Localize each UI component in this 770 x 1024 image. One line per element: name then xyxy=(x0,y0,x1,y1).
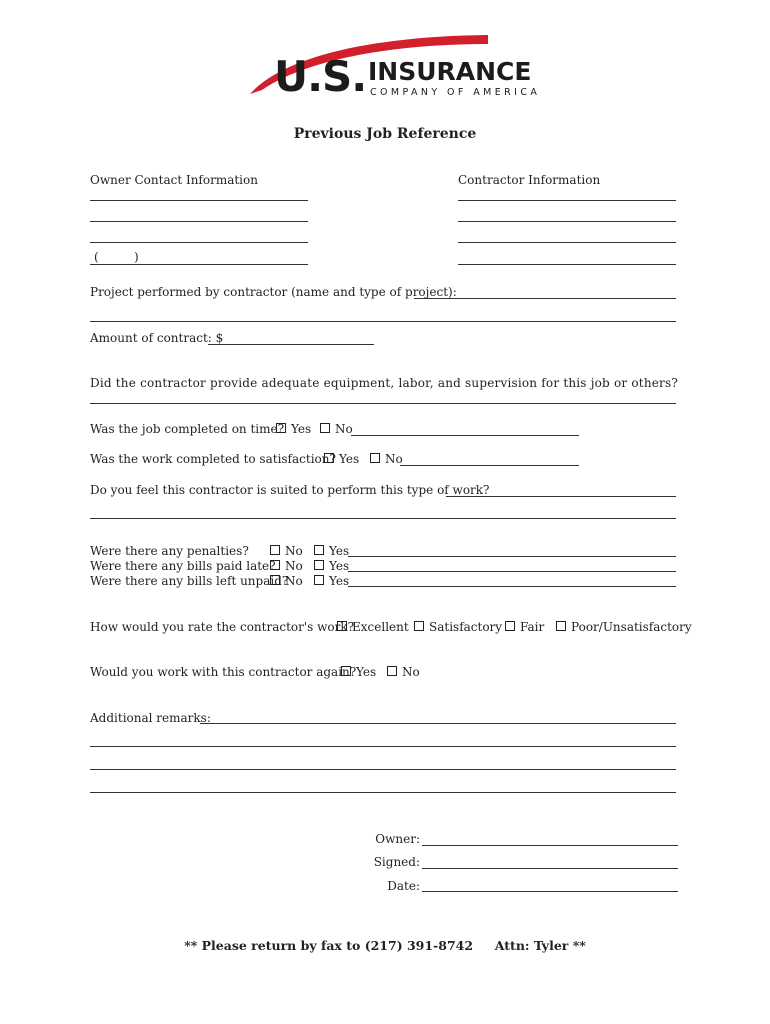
owner-sign-label: Owner: xyxy=(375,832,420,846)
owner-line-2[interactable] xyxy=(90,221,308,222)
suited-line-1[interactable] xyxy=(446,496,676,497)
satisfaction-no-label: No xyxy=(385,452,403,466)
remarks-line-1[interactable] xyxy=(200,723,676,724)
paid-late-line[interactable] xyxy=(348,571,676,572)
checkbox-icon xyxy=(314,560,324,570)
owner-contact-heading: Owner Contact Information xyxy=(90,173,258,187)
checkbox-icon xyxy=(337,621,347,631)
rating-fair[interactable] xyxy=(505,620,544,634)
checkbox-icon xyxy=(556,621,566,631)
project-label: Project performed by contractor (name and type of project): xyxy=(90,285,457,299)
satisfaction-yes[interactable] xyxy=(324,452,359,466)
again-yes-label: Yes xyxy=(356,665,377,679)
owner-line-1[interactable] xyxy=(90,200,308,201)
checkbox-icon xyxy=(276,423,286,433)
left-unpaid-yes-label: Yes xyxy=(329,574,350,588)
checkbox-icon xyxy=(270,560,280,570)
satisfaction-yes-label: Yes xyxy=(339,452,360,466)
owner-phone-line[interactable] xyxy=(90,264,308,265)
rating-satisfactory-label: Satisfactory xyxy=(429,620,503,634)
checkbox-icon xyxy=(270,575,280,585)
owner-phone-close: ) xyxy=(134,250,139,264)
rating-label: How would you rate the contractor's work? xyxy=(90,620,355,634)
rating-fair-label: Fair xyxy=(520,620,545,634)
paid-late-no-label: No xyxy=(285,559,303,573)
checkbox-icon xyxy=(370,453,380,463)
owner-phone-open: ( xyxy=(94,250,99,264)
satisfaction-label: Was the work completed to satisfaction? xyxy=(90,452,336,466)
again-no[interactable] xyxy=(387,665,420,679)
penalties-yes-label: Yes xyxy=(329,544,350,558)
on-time-yes-label: Yes xyxy=(291,422,312,436)
page-title: Previous Job Reference xyxy=(293,126,477,142)
logo-name: INSURANCE xyxy=(368,57,532,86)
checkbox-icon xyxy=(314,545,324,555)
penalties-no-label: No xyxy=(285,544,303,558)
signed-line[interactable] xyxy=(422,868,678,869)
amount-label: Amount of contract: $ xyxy=(90,331,224,345)
logo-mark: U.S. xyxy=(274,52,367,101)
contractor-line-3[interactable] xyxy=(458,242,676,243)
rating-poor[interactable] xyxy=(556,620,692,634)
rating-satisfactory[interactable] xyxy=(414,620,502,634)
satisfaction-no[interactable] xyxy=(370,452,403,466)
date-line[interactable] xyxy=(422,891,678,892)
rating-excellent[interactable] xyxy=(337,620,409,634)
amount-line[interactable] xyxy=(208,344,374,345)
remarks-label: Additional remarks: xyxy=(90,711,211,725)
checkbox-icon xyxy=(320,423,330,433)
on-time-yes[interactable] xyxy=(276,422,311,436)
contractor-line-1[interactable] xyxy=(458,200,676,201)
owner-sign-line[interactable] xyxy=(422,845,678,846)
left-unpaid-label: Were there any bills left unpaid? xyxy=(90,574,289,588)
paid-late-label: Were there any bills paid late? xyxy=(90,559,276,573)
rating-poor-label: Poor/Unsatisfactory xyxy=(571,620,692,634)
paid-late-yes-label: Yes xyxy=(329,559,350,573)
contractor-line-4[interactable] xyxy=(458,264,676,265)
owner-line-3[interactable] xyxy=(90,242,308,243)
checkbox-icon xyxy=(324,453,334,463)
checkbox-icon xyxy=(314,575,324,585)
penalties-yes[interactable] xyxy=(314,544,349,558)
rating-excellent-label: Excellent xyxy=(352,620,409,634)
penalties-label: Were there any penalties? xyxy=(90,544,249,558)
signed-label: Signed: xyxy=(373,855,420,869)
left-unpaid-line[interactable] xyxy=(348,586,676,587)
paid-late-yes[interactable] xyxy=(314,559,349,573)
on-time-line[interactable] xyxy=(351,435,579,436)
date-label: Date: xyxy=(387,879,420,893)
on-time-no-label: No xyxy=(335,422,353,436)
again-no-label: No xyxy=(402,665,420,679)
on-time-no[interactable] xyxy=(320,422,353,436)
remarks-line-3[interactable] xyxy=(90,769,676,770)
checkbox-icon xyxy=(270,545,280,555)
suited-line-2[interactable] xyxy=(90,518,676,519)
satisfaction-line[interactable] xyxy=(400,465,579,466)
logo-tagline: COMPANY OF AMERICA xyxy=(370,87,541,98)
penalties-no[interactable] xyxy=(270,544,303,558)
left-unpaid-yes[interactable] xyxy=(314,574,349,588)
equipment-line[interactable] xyxy=(90,403,676,404)
contractor-info-heading: Contractor Information xyxy=(458,173,601,187)
equipment-label: Did the contractor provide adequate equipment, labor, and supervision for this job or others? xyxy=(90,376,678,390)
suited-label: Do you feel this contractor is suited to perform this type of work? xyxy=(90,483,490,497)
left-unpaid-no-label: No xyxy=(285,574,303,588)
company-logo xyxy=(248,32,541,102)
project-line-1[interactable] xyxy=(414,298,676,299)
checkbox-icon xyxy=(505,621,515,631)
again-label: Would you work with this contractor again? xyxy=(90,665,357,679)
checkbox-icon xyxy=(341,666,351,676)
again-yes[interactable] xyxy=(341,665,376,679)
penalties-line[interactable] xyxy=(348,556,676,557)
left-unpaid-no[interactable] xyxy=(270,574,303,588)
checkbox-icon xyxy=(387,666,397,676)
remarks-line-4[interactable] xyxy=(90,792,676,793)
on-time-label: Was the job completed on time? xyxy=(90,422,285,436)
paid-late-no[interactable] xyxy=(270,559,303,573)
fax-instructions: ** Please return by fax to (217) 391-8742 Attn: Tyler ** xyxy=(184,938,586,953)
project-line-2[interactable] xyxy=(90,321,676,322)
checkbox-icon xyxy=(414,621,424,631)
contractor-line-2[interactable] xyxy=(458,221,676,222)
remarks-line-2[interactable] xyxy=(90,746,676,747)
